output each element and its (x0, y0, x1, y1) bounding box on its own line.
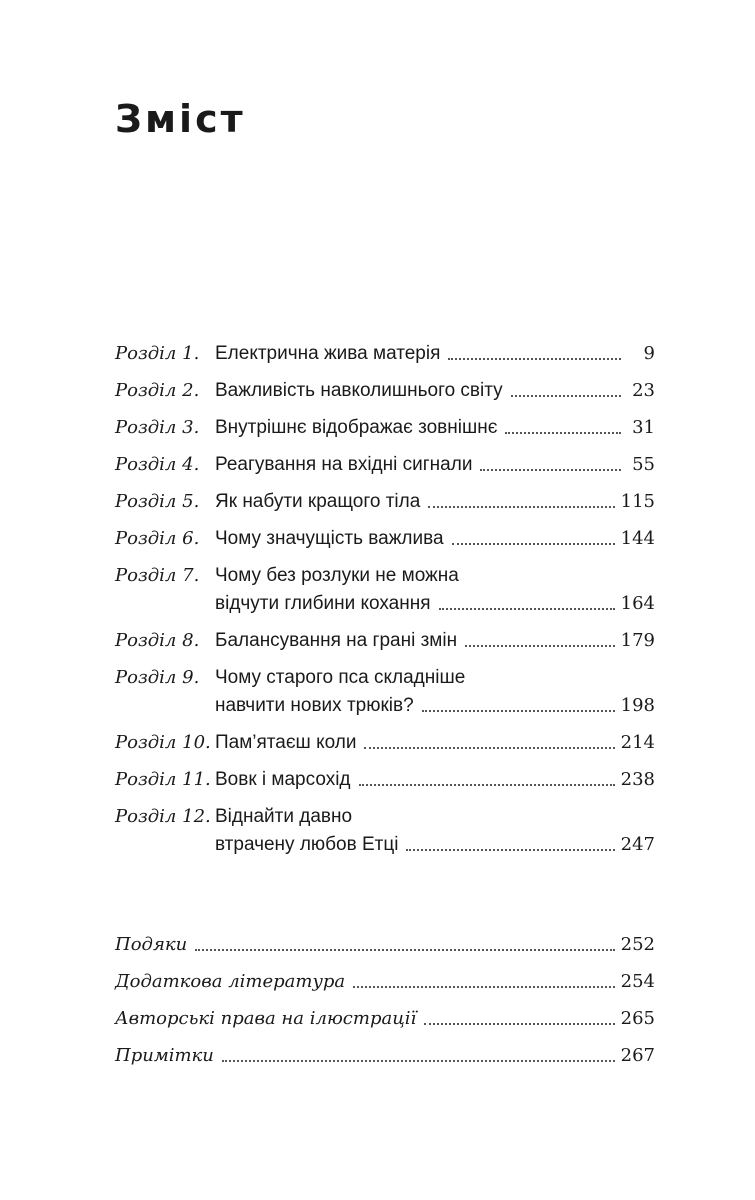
dot-leader (222, 1060, 615, 1062)
page-number: 9 (643, 343, 655, 364)
chapter-title: відчути глибини кохання (215, 593, 431, 614)
toc-entry-chapter-2 (115, 377, 655, 405)
chapter-label: Розділ 5. (115, 491, 200, 512)
dot-leader (364, 747, 614, 749)
toc-entry-chapter-12 (115, 803, 655, 859)
dot-leader (359, 784, 615, 786)
chapter-title-line (215, 664, 655, 692)
chapter-label: Розділ 9. (115, 667, 200, 688)
chapter-title: Чому без розлуки не можна (215, 565, 459, 586)
table-of-contents-back-matter (115, 931, 655, 1079)
toc-entry-chapter-8 (115, 627, 655, 655)
chapter-label: Розділ 11. (115, 769, 211, 790)
chapter-title-block (215, 525, 655, 553)
toc-entry-back-matter (115, 931, 655, 959)
dot-leader (465, 645, 615, 647)
chapter-title: Як набути кращого тіла (215, 491, 421, 512)
chapter-title-line (215, 340, 655, 368)
dot-leader (406, 849, 614, 851)
page-number: 55 (632, 454, 655, 475)
page-number: 31 (632, 417, 655, 438)
chapter-title: Чому значущість важлива (215, 528, 444, 549)
dot-leader (480, 469, 621, 471)
toc-entry-chapter-11 (115, 766, 655, 794)
toc-entry-chapter-9 (115, 664, 655, 720)
chapter-title-block (215, 803, 655, 859)
chapter-title-block (215, 664, 655, 720)
page-title: Зміст (115, 97, 246, 141)
dot-leader (353, 986, 614, 988)
chapter-title: Реагування на вхідні сигнали (215, 454, 473, 475)
page-number: 238 (620, 769, 655, 790)
chapter-label: Розділ 1. (115, 343, 200, 364)
chapter-label: Розділ 2. (115, 380, 200, 401)
toc-entry-chapter-7 (115, 562, 655, 618)
toc-entry-chapter-1 (115, 340, 655, 368)
chapter-title-line (215, 803, 655, 831)
chapter-title-block (215, 451, 655, 479)
chapter-title: Важливість навколишнього світу (215, 380, 503, 401)
page-number: 252 (620, 934, 655, 955)
dot-leader (511, 395, 621, 397)
chapter-title-line (215, 692, 655, 720)
page-number: 267 (620, 1045, 655, 1066)
chapter-title-block (215, 729, 655, 757)
table-of-contents-chapters (115, 340, 655, 868)
chapter-label: Розділ 3. (115, 417, 200, 438)
chapter-title-line (215, 766, 655, 794)
toc-entry-chapter-3 (115, 414, 655, 442)
back-matter-title: Авторські права на ілюстрації (115, 1008, 417, 1029)
toc-entry-back-matter (115, 968, 655, 996)
chapter-title-line (215, 562, 655, 590)
chapter-title: Чому старого пса складніше (215, 667, 466, 688)
chapter-title-block (215, 377, 655, 405)
chapter-title: навчити нових трюків? (215, 695, 414, 716)
chapter-title-line (215, 590, 655, 618)
chapter-label: Розділ 4. (115, 454, 200, 475)
chapter-label: Розділ 7. (115, 565, 200, 586)
dot-leader (195, 949, 614, 951)
chapter-label: Розділ 12. (115, 806, 211, 827)
page-number: 214 (620, 732, 655, 753)
dot-leader (428, 506, 614, 508)
toc-entry-chapter-6 (115, 525, 655, 553)
chapter-title: Електрична жива матерія (215, 343, 441, 364)
page-number: 144 (620, 528, 655, 549)
back-matter-title: Подяки (115, 934, 188, 955)
chapter-title: Балансування на грані змін (215, 630, 458, 651)
chapter-title: Пам’ятаєш коли (215, 732, 357, 753)
chapter-title-line (215, 729, 655, 757)
chapter-title-line (215, 451, 655, 479)
dot-leader (448, 358, 621, 360)
chapter-title-block (215, 766, 655, 794)
toc-entry-chapter-4 (115, 451, 655, 479)
toc-entry-chapter-10 (115, 729, 655, 757)
dot-leader (424, 1023, 614, 1025)
chapter-title-line (215, 525, 655, 553)
chapter-title-line (215, 831, 655, 859)
page-number: 254 (620, 971, 655, 992)
chapter-title: Вовк і марсохід (215, 769, 351, 790)
chapter-title: Внутрішнє відображає зовнішнє (215, 417, 498, 438)
chapter-title-line (215, 488, 655, 516)
page-number: 23 (632, 380, 655, 401)
chapter-title-line (215, 627, 655, 655)
page-number: 115 (620, 491, 655, 512)
dot-leader (452, 543, 615, 545)
chapter-title-line (215, 377, 655, 405)
back-matter-title: Додаткова література (115, 971, 346, 992)
page-number: 164 (620, 593, 655, 614)
chapter-title-block (215, 562, 655, 618)
chapter-title-block (215, 627, 655, 655)
toc-entry-back-matter (115, 1042, 655, 1070)
dot-leader (505, 432, 621, 434)
chapter-title: втрачену любов Етці (215, 834, 399, 855)
chapter-title-block (215, 340, 655, 368)
toc-entry-back-matter (115, 1005, 655, 1033)
page-number: 265 (620, 1008, 655, 1029)
toc-entry-chapter-5 (115, 488, 655, 516)
dot-leader (422, 710, 615, 712)
chapter-title-block (215, 414, 655, 442)
chapter-title-line (215, 414, 655, 442)
chapter-title-block (215, 488, 655, 516)
chapter-label: Розділ 8. (115, 630, 200, 651)
chapter-title: Віднайти давно (215, 806, 353, 827)
chapter-label: Розділ 6. (115, 528, 200, 549)
back-matter-title: Примітки (115, 1045, 214, 1066)
page-number: 247 (620, 834, 655, 855)
page-number: 198 (620, 695, 655, 716)
chapter-label: Розділ 10. (115, 732, 211, 753)
page-number: 179 (620, 630, 655, 651)
dot-leader (439, 608, 615, 610)
